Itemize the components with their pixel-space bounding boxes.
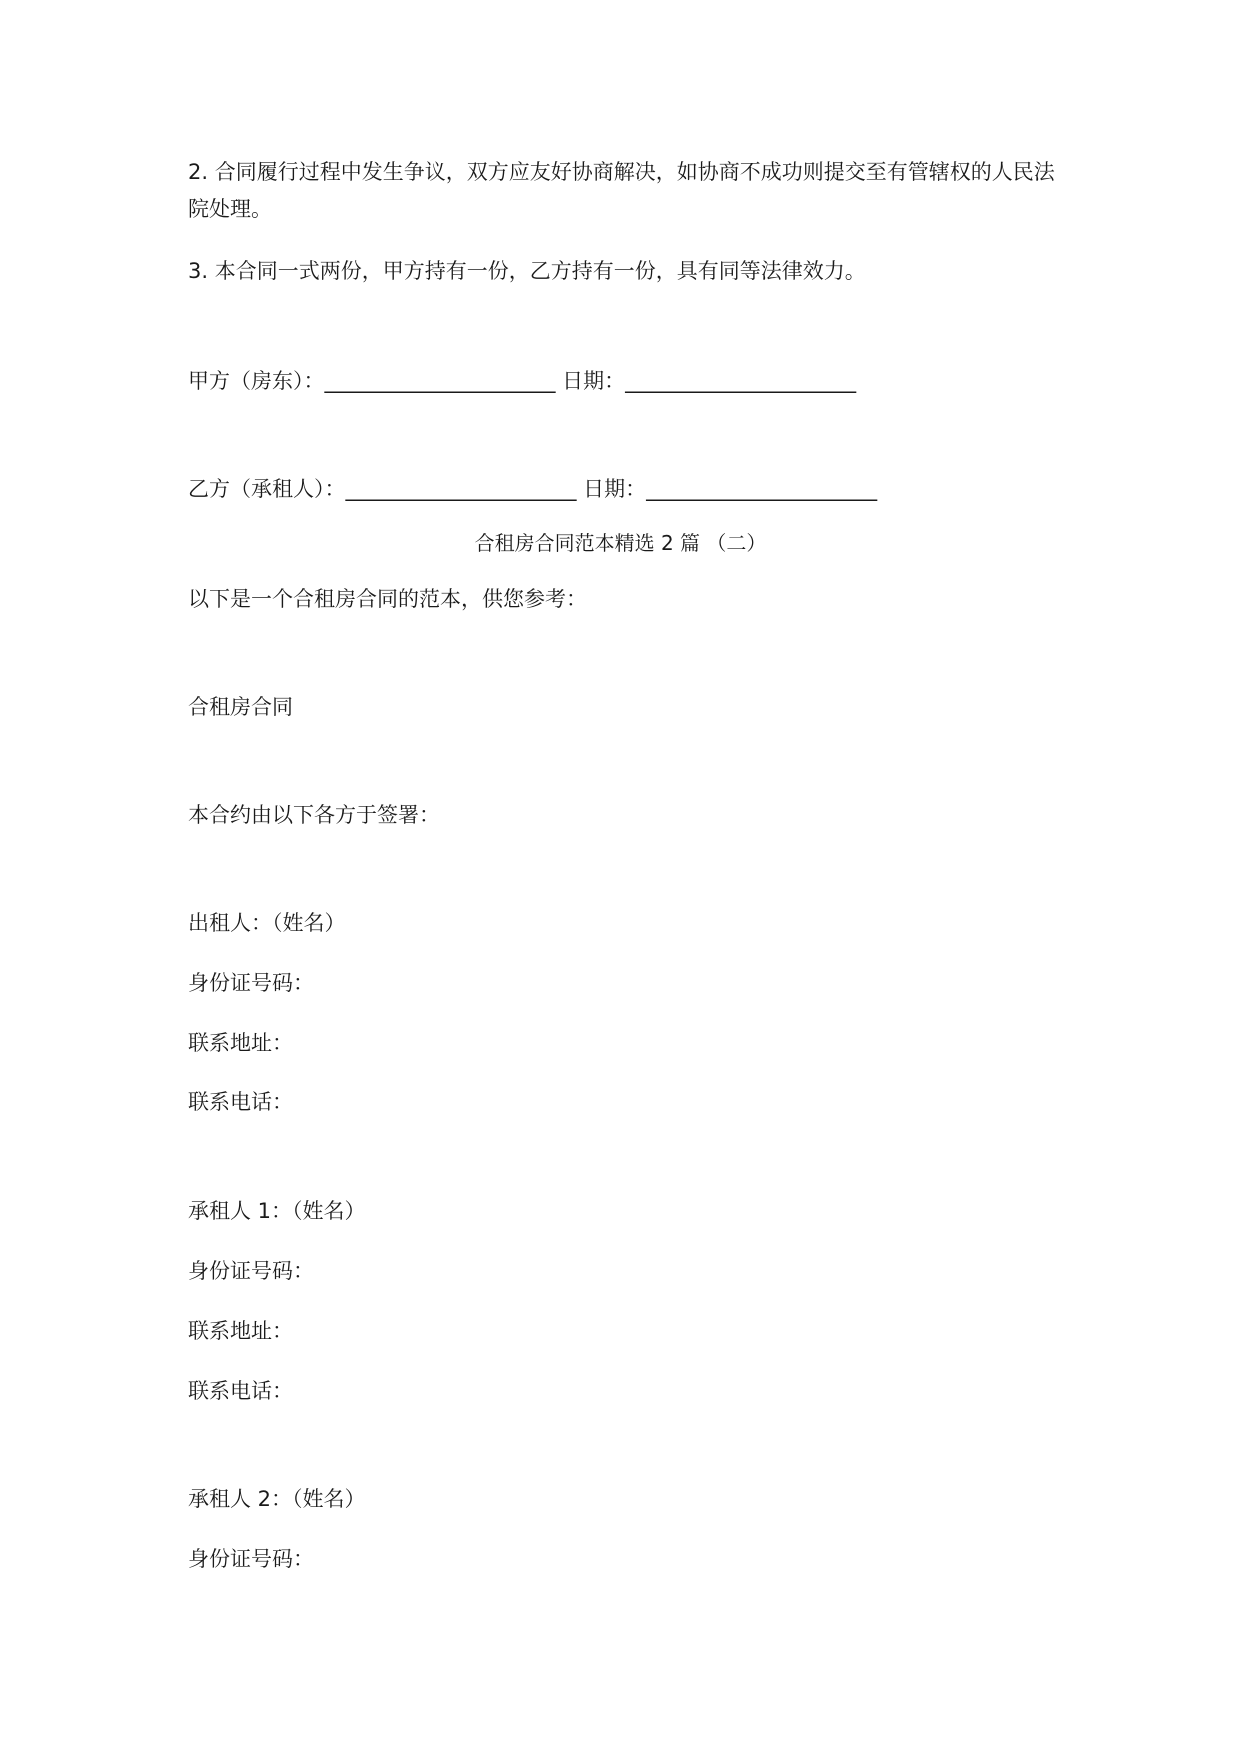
section-title: 合租房合同范本精选 2 篇 （二） bbox=[474, 531, 767, 555]
tenant1-phone: 联系电话： bbox=[188, 1379, 293, 1403]
intro-text: 以下是一个合租房合同的范本，供您参考： bbox=[188, 587, 587, 611]
signing-statement: 本合约由以下各方于签署： bbox=[188, 803, 440, 827]
tenant1-name: 承租人 1：（姓名） bbox=[188, 1199, 366, 1223]
party-b-signature-line: 乙方（承租人）：______________________ 日期：______________________ bbox=[188, 477, 878, 501]
tenant1-id: 身份证号码： bbox=[188, 1259, 314, 1283]
tenant1-address: 联系地址： bbox=[188, 1319, 293, 1343]
landlord-address: 联系地址： bbox=[188, 1031, 293, 1055]
clause-2: 2. 合同履行过程中发生争议，双方应友好协商解决，如协商不成功则提交至有管辖权的人民法院处理。 bbox=[188, 160, 1055, 221]
tenant2-id: 身份证号码： bbox=[188, 1547, 314, 1571]
tenant2-name: 承租人 2：（姓名） bbox=[188, 1487, 366, 1511]
contract-title: 合租房合同 bbox=[188, 695, 293, 719]
landlord-phone: 联系电话： bbox=[188, 1090, 293, 1114]
party-a-signature-line: 甲方（房东）：______________________ 日期：______________________ bbox=[188, 369, 857, 393]
clause-3: 3. 本合同一式两份，甲方持有一份，乙方持有一份，具有同等法律效力。 bbox=[188, 259, 866, 283]
landlord-name: 出租人：（姓名） bbox=[188, 911, 346, 935]
landlord-id: 身份证号码： bbox=[188, 971, 314, 995]
